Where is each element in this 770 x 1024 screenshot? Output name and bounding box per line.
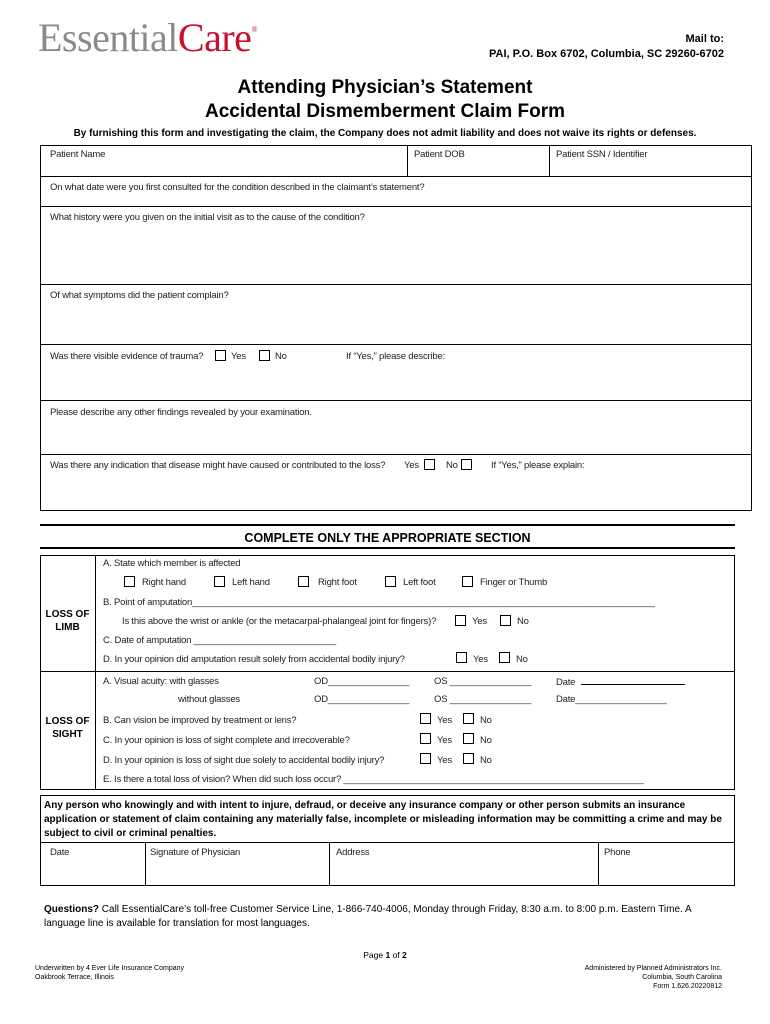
underwriter-info <box>35 964 184 982</box>
logo-registered-mark: ® <box>251 25 258 34</box>
disease-question: Was there any indication that disease might have caused or contributed to the loss? <box>50 460 386 471</box>
history-question[interactable]: What history were you given on the initial visit as to the cause of the condition? <box>50 212 365 223</box>
visual-acuity-without-glasses-label: without glasses <box>178 694 240 705</box>
fraud-warning-text: Any person who knowingly and with intent to injure, defraud, or deceive any insurance company or other person submits an insurance application or statement of claim containing any materially false, incomplete or misleading information may be committing a crime and may be subject to civil or criminal penalties. <box>44 800 722 839</box>
logo-text-essential: Essential <box>38 15 178 60</box>
divider <box>40 176 752 177</box>
sight-loss-complete-no-checkbox[interactable] <box>463 733 474 744</box>
form-number: Form 1.626.20220812 <box>653 983 722 990</box>
disease-no-checkbox[interactable] <box>461 459 472 470</box>
divider <box>95 555 96 790</box>
administrator-info <box>585 964 722 991</box>
visual-acuity-with-glasses-label: A. Visual acuity: with glasses <box>103 676 219 687</box>
disease-yes-label: Yes <box>404 460 419 471</box>
amputation-point-field[interactable] <box>103 597 655 608</box>
form-title-line2: Accidental Dismemberment Claim Form <box>204 101 566 122</box>
mail-to-address: PAI, P.O. Box 6702, Columbia, SC 29260-6702 <box>489 48 724 60</box>
above-wrist-no-checkbox[interactable] <box>500 615 511 626</box>
patient-ssn-field[interactable]: Patient SSN / Identifier <box>556 149 648 160</box>
date-with-glasses-line <box>581 676 685 685</box>
page-prefix: Page <box>363 950 384 960</box>
sight-loss-accident-no-label: No <box>480 755 492 766</box>
date-with-glasses-label: Date <box>556 677 576 688</box>
divider <box>40 400 752 401</box>
contact-text: Call EssentialCare’s toll-free Customer Service Line, 1-866-740-4006, Monday through Friday, 8:30 a.m. to 8:00 p.m. Eastern Time. A language line is available for translation for most languages. <box>44 904 692 929</box>
divider <box>40 454 752 455</box>
divider <box>40 206 752 207</box>
loss-of-sight-label-line1: LOSS OF <box>45 716 90 727</box>
sight-loss-complete-no-label: No <box>480 735 492 746</box>
above-wrist-question: Is this above the wrist or ankle (or the metacarpal-phalangeal joint for fingers)? <box>122 616 437 627</box>
loss-of-limb-label <box>40 608 95 634</box>
logo-text-care: Care <box>177 15 252 60</box>
symptoms-question[interactable]: Of what symptoms did the patient complain? <box>50 290 229 301</box>
od-with-glasses-field[interactable]: OD________________ <box>314 676 410 687</box>
vision-improved-question: B. Can vision be improved by treatment or lens? <box>103 715 297 726</box>
total-vision-loss-field[interactable]: E. Is there a total loss of vision? When did such loss occur? ___________________________________________________________ <box>103 774 644 785</box>
liability-disclaimer: By furnishing this form and investigating the claim, the Company does not admit liability and does not waive its rights or defenses. <box>73 128 697 139</box>
divider <box>40 344 752 345</box>
vision-improved-yes-label: Yes <box>437 715 452 726</box>
sight-loss-accident-yes-label: Yes <box>437 755 452 766</box>
divider <box>329 842 330 886</box>
loss-of-sight-label-line2: SIGHT <box>52 729 83 740</box>
first-consult-question[interactable]: On what date were you first consulted for the condition described in the claimant’s statement? <box>50 182 425 193</box>
sight-loss-accident-yes-checkbox[interactable] <box>420 753 431 764</box>
patient-info-box <box>40 145 752 511</box>
mail-to-label: Mail to: <box>685 33 724 45</box>
amputation-accident-no-label: No <box>516 654 528 665</box>
vision-improved-yes-checkbox[interactable] <box>420 713 431 724</box>
page-total: 2 <box>402 950 407 960</box>
loss-of-sight-label <box>40 715 95 741</box>
disease-explain-field[interactable]: If “Yes,” please explain: <box>491 460 585 471</box>
right-hand-label: Right hand <box>142 577 186 588</box>
vision-improved-no-checkbox[interactable] <box>463 713 474 724</box>
above-wrist-yes-label: Yes <box>472 616 487 627</box>
amputation-accident-no-checkbox[interactable] <box>499 652 510 663</box>
divider <box>407 145 408 176</box>
amputation-accident-yes-label: Yes <box>473 654 488 665</box>
page-of: of <box>392 950 400 960</box>
left-hand-checkbox[interactable] <box>214 576 225 587</box>
finger-thumb-checkbox[interactable] <box>462 576 473 587</box>
left-hand-label: Left hand <box>232 577 270 588</box>
disease-no-label: No <box>446 460 458 471</box>
sight-loss-accident-no-checkbox[interactable] <box>463 753 474 764</box>
date-field[interactable]: Date <box>50 847 70 858</box>
right-foot-label: Right foot <box>318 577 357 588</box>
address-field[interactable]: Address <box>336 847 370 858</box>
right-hand-checkbox[interactable] <box>124 576 135 587</box>
underwriter-line2: Oakbrook Terrace, Illinois <box>35 974 114 981</box>
trauma-yes-checkbox[interactable] <box>215 350 226 361</box>
sight-loss-complete-yes-label: Yes <box>437 735 452 746</box>
mail-to-block <box>489 32 724 62</box>
od-without-glasses-field[interactable]: OD________________ <box>314 694 410 705</box>
phone-field[interactable]: Phone <box>604 847 631 858</box>
trauma-no-checkbox[interactable] <box>259 350 270 361</box>
other-findings-question[interactable]: Please describe any other findings revealed by your examination. <box>50 407 312 418</box>
divider <box>40 284 752 285</box>
page-number: 1 <box>385 950 391 960</box>
sight-loss-accident-question: D. In your opinion is loss of sight due solely to accidental bodily injury? <box>103 755 385 766</box>
loss-of-limb-label-line2: LIMB <box>55 622 80 633</box>
divider <box>598 842 599 886</box>
sight-loss-complete-yes-checkbox[interactable] <box>420 733 431 744</box>
os-without-glasses-field[interactable]: OS ________________ <box>434 694 532 705</box>
trauma-question: Was there visible evidence of trauma? <box>50 351 204 362</box>
form-title-line1: Attending Physician’s Statement <box>237 77 533 98</box>
amputation-date-field[interactable]: C. Date of amputation ____________________________ <box>103 635 336 646</box>
left-foot-checkbox[interactable] <box>385 576 396 587</box>
administrator-line2: Columbia, South Carolina <box>642 974 722 981</box>
os-with-glasses-field[interactable]: OS ________________ <box>434 676 532 687</box>
limb-question-a: A. State which member is affected <box>103 558 241 569</box>
section-rule-top <box>40 524 735 526</box>
divider <box>549 145 550 176</box>
trauma-yes-label: Yes <box>231 351 246 362</box>
date-without-glasses-field[interactable]: Date__________________ <box>556 694 667 705</box>
contact-info <box>44 903 734 931</box>
sight-loss-complete-question: C. In your opinion is loss of sight complete and irrecoverable? <box>103 735 350 746</box>
essentialcare-logo <box>38 15 258 60</box>
loss-of-limb-label-line1: LOSS OF <box>45 609 90 620</box>
disease-yes-checkbox[interactable] <box>424 459 435 470</box>
left-foot-label: Left foot <box>403 577 436 588</box>
section-rule-bottom <box>40 547 735 549</box>
vision-improved-no-label: No <box>480 715 492 726</box>
amputation-accident-question: D. In your opinion did amputation result solely from accidental bodily injury? <box>103 654 405 665</box>
divider <box>40 671 735 672</box>
above-wrist-no-label: No <box>517 616 529 627</box>
amputation-point-line: ___________________________________________________________________________________________ <box>192 597 655 608</box>
trauma-no-label: No <box>275 351 287 362</box>
physician-signature-field[interactable]: Signature of Physician <box>150 847 241 858</box>
patient-dob-field[interactable]: Patient DOB <box>414 149 465 160</box>
administrator-line1: Administered by Planned Administrators Inc. <box>584 965 722 972</box>
right-foot-checkbox[interactable] <box>298 576 309 587</box>
page-indicator <box>0 950 770 960</box>
finger-thumb-label: Finger or Thumb <box>480 577 548 588</box>
trauma-describe-field[interactable]: If “Yes,” please describe: <box>346 351 446 362</box>
divider <box>145 842 146 886</box>
amputation-point-label: B. Point of amputation <box>103 597 193 608</box>
amputation-accident-yes-checkbox[interactable] <box>456 652 467 663</box>
patient-name-field[interactable]: Patient Name <box>50 149 106 160</box>
date-with-glasses-field[interactable] <box>556 676 685 688</box>
underwriter-line1: Underwritten by 4 Ever Life Insurance Company <box>35 965 185 972</box>
questions-label: Questions? <box>44 904 100 915</box>
section-title: COMPLETE ONLY THE APPROPRIATE SECTION <box>244 531 531 545</box>
above-wrist-yes-checkbox[interactable] <box>455 615 466 626</box>
